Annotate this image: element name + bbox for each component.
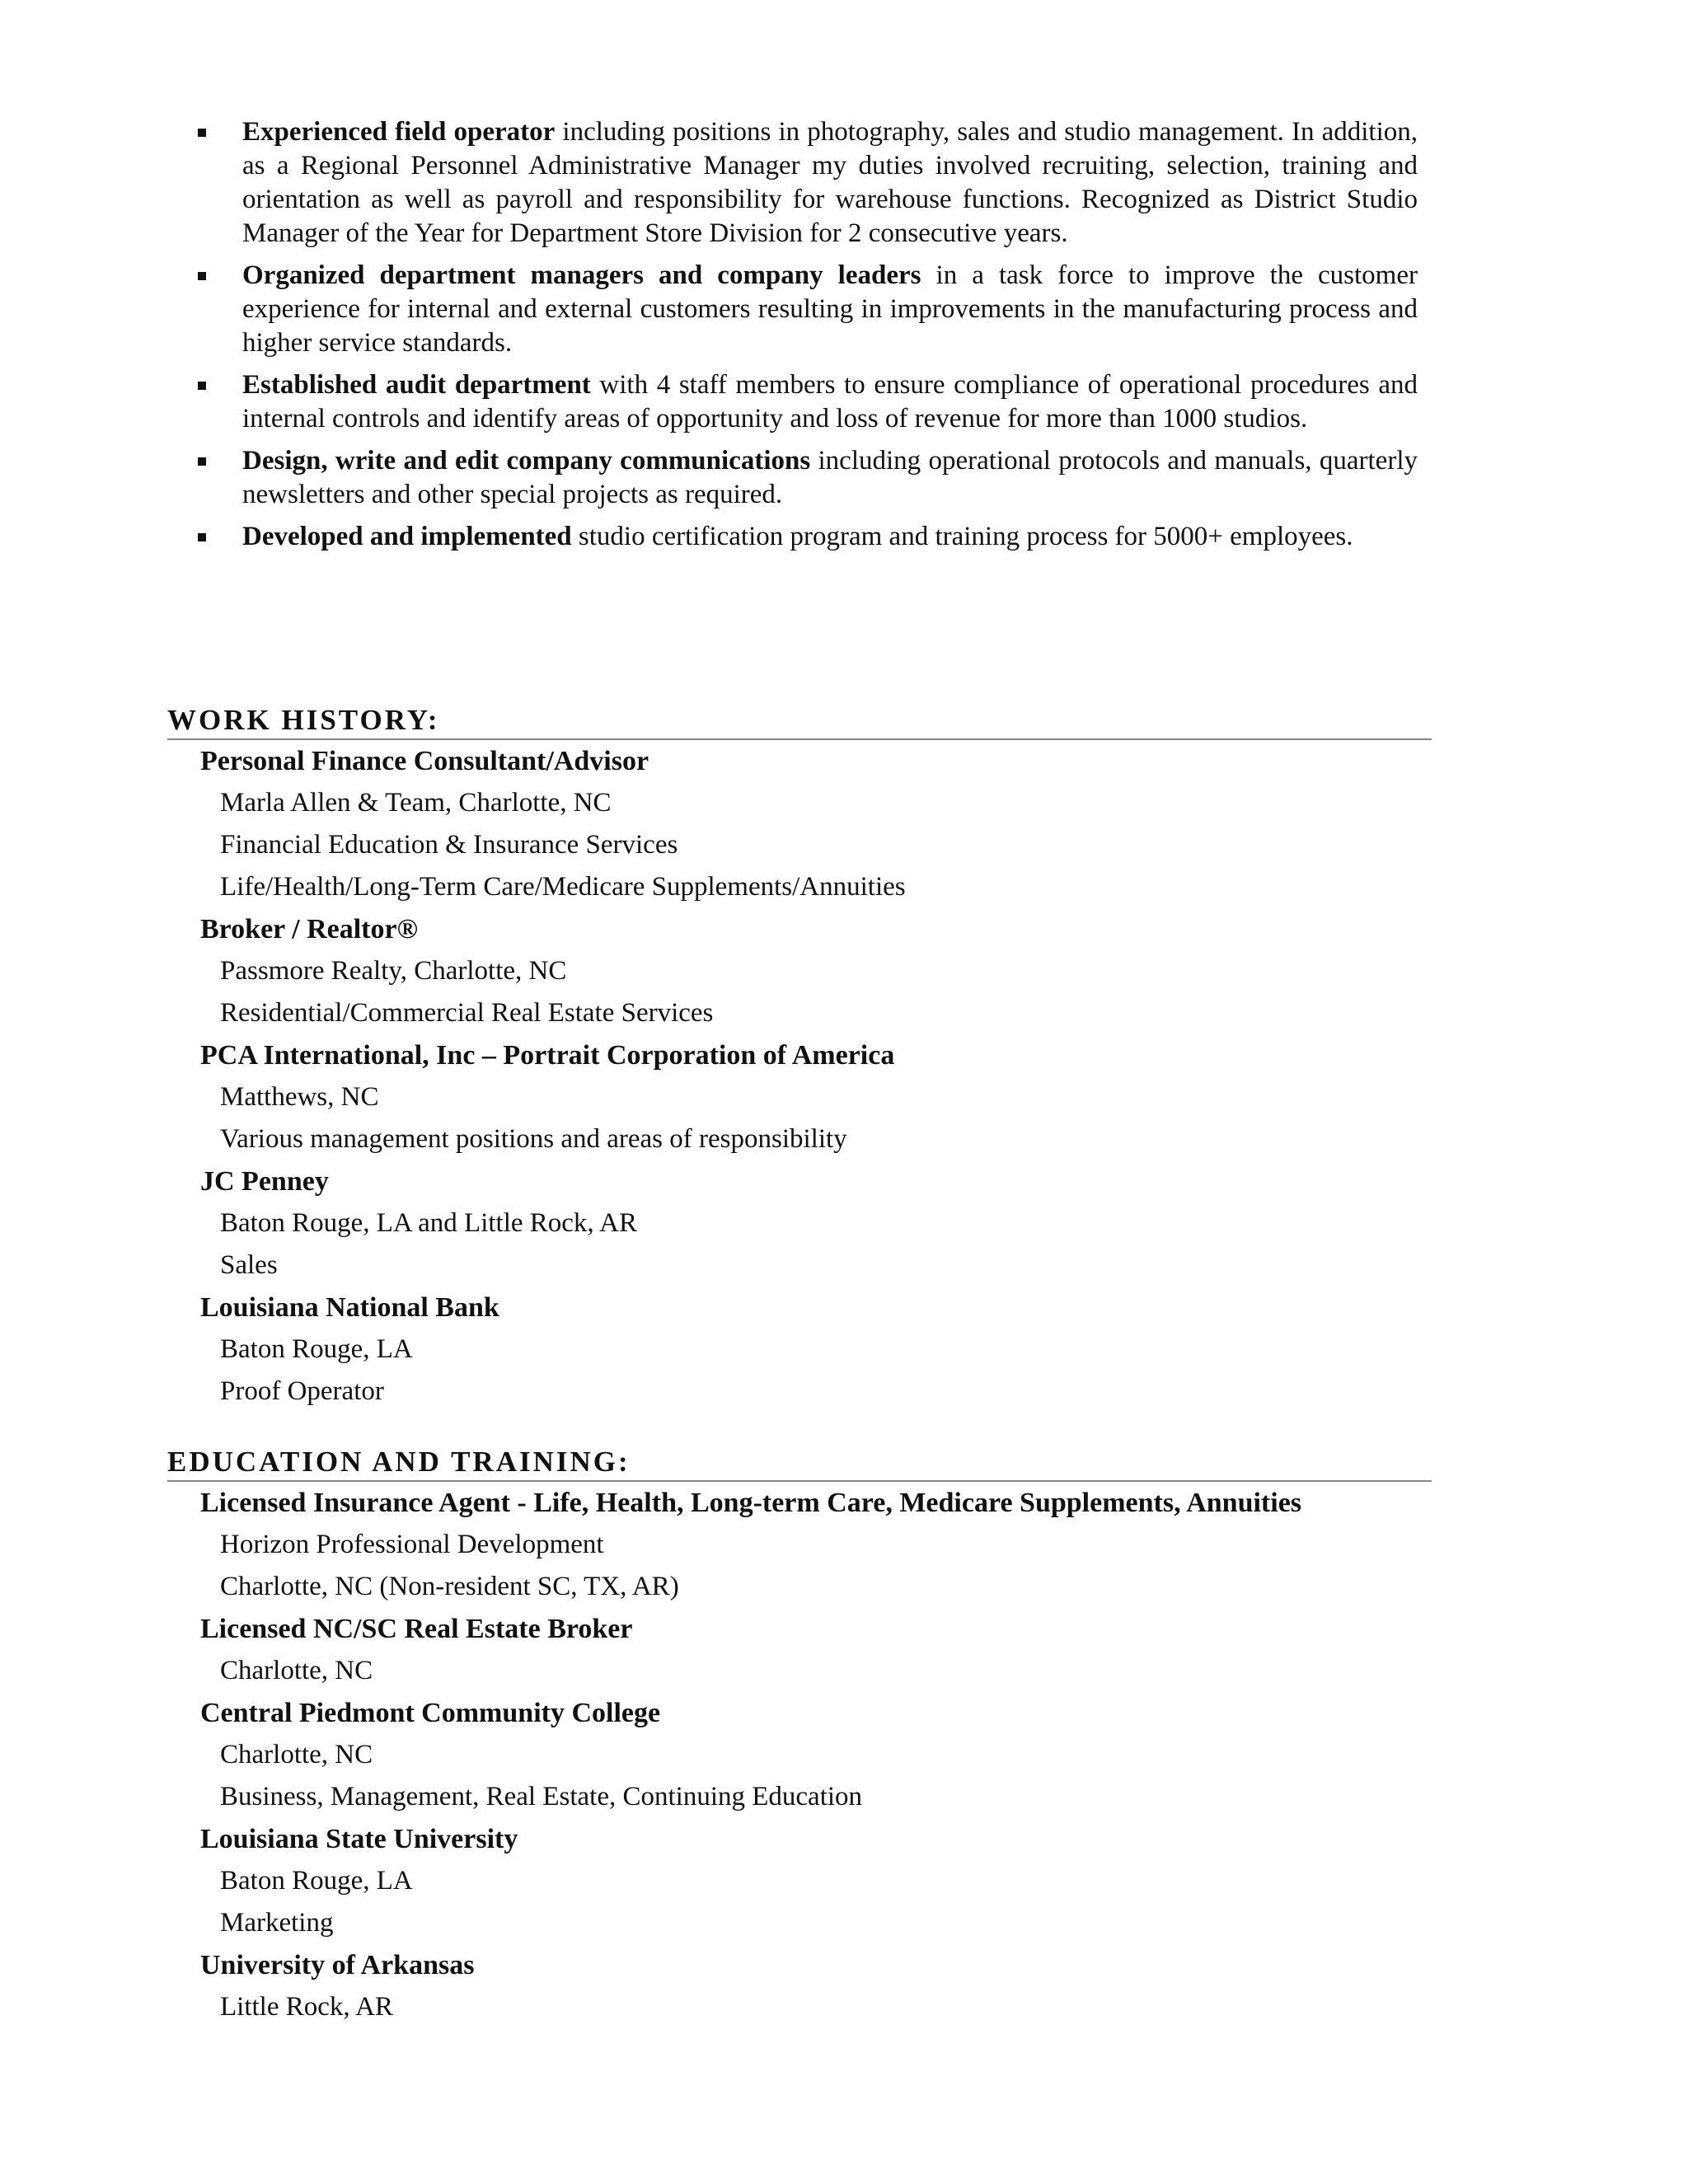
job-title: PCA International, Inc – Portrait Corporation of America (200, 1040, 895, 1071)
job-detail: Residential/Commercial Real Estate Services (220, 998, 714, 1028)
accomplishment-highlight: Established audit department (242, 370, 591, 400)
accomplishment-item (196, 259, 1418, 360)
accomplishment-item (196, 520, 1418, 554)
square-bullet-icon (198, 272, 206, 280)
job-detail: Marla Allen & Team, Charlotte, NC (220, 788, 612, 818)
accomplishment-highlight: Organized department managers and company leaders (242, 260, 921, 290)
square-bullet-icon (198, 382, 206, 390)
job-detail: Various management positions and areas of responsibility (220, 1124, 847, 1154)
education-heading: EDUCATION AND TRAINING: (167, 1444, 1432, 1482)
education-detail: Horizon Professional Development (220, 1530, 604, 1559)
square-bullet-icon (198, 129, 206, 137)
education-entry (167, 1482, 1432, 1608)
accomplishment-text: with 4 staff members to ensure compliance of operational procedures and internal controls and identify areas of opportunity and loss of revenue for more than 1000 studios. (242, 370, 1418, 434)
job-title: Louisiana National Bank (200, 1292, 499, 1323)
job-detail: Baton Rouge, LA and Little Rock, AR (220, 1208, 637, 1238)
education-detail: Business, Management, Real Estate, Continuing Education (220, 1782, 863, 1811)
education-entry (167, 1692, 1432, 1818)
education-detail: Charlotte, NC (Non-resident SC, TX, AR) (220, 1572, 679, 1601)
accomplishment-text: studio certification program and training process for 5000+ employees. (571, 522, 1353, 551)
education-entry (167, 1608, 1432, 1692)
job-detail: Passmore Realty, Charlotte, NC (220, 956, 567, 986)
work-entry (167, 1286, 1432, 1413)
accomplishment-item (196, 368, 1418, 436)
job-detail: Life/Health/Long-Term Care/Medicare Supplements/Annuities (220, 872, 906, 902)
accomplishment-highlight: Developed and implemented (242, 522, 572, 551)
accomplishment-list (196, 115, 1418, 562)
work-entry (167, 1160, 1432, 1286)
education-title: University of Arkansas (200, 1950, 475, 1980)
education-detail: Marketing (220, 1908, 334, 1938)
education-detail: Little Rock, AR (220, 1992, 393, 2022)
accomplishment-text: including positions in photography, sales and studio management. In addition, as a Regional Personnel Administrative Manager my duties involved recruiting, selection, training and orientation as well as payroll and responsibility for warehouse functions. Recognized as District Studio Manager of the Year for Department Store Division for 2 consecutive years. (242, 117, 1418, 248)
education-detail: Charlotte, NC (220, 1656, 373, 1685)
job-detail: Financial Education & Insurance Services (220, 830, 678, 860)
work-entry (167, 1034, 1432, 1160)
education-section (167, 1444, 1432, 2028)
work-entry (167, 740, 1432, 908)
education-entry (167, 1818, 1432, 1944)
education-title: Licensed Insurance Agent - Life, Health, Long-term Care, Medicare Supplements, Annuities (200, 1488, 1302, 1518)
work-entry (167, 908, 1432, 1034)
job-title: Personal Finance Consultant/Advisor (200, 746, 649, 776)
job-detail: Baton Rouge, LA (220, 1334, 413, 1364)
job-detail: Sales (220, 1250, 278, 1280)
education-entry (167, 1944, 1432, 2028)
work-history-section (167, 702, 1432, 1413)
job-title: Broker / Realtor® (200, 914, 418, 944)
education-title: Central Piedmont Community College (200, 1698, 661, 1728)
work-history-heading: WORK HISTORY: (167, 702, 1432, 740)
education-detail: Baton Rouge, LA (220, 1866, 413, 1896)
square-bullet-icon (198, 457, 206, 466)
job-title: JC Penney (200, 1166, 329, 1197)
accomplishment-text: including operational protocols and manuals, quarterly newsletters and other special projects as required. (242, 446, 1418, 509)
job-detail: Matthews, NC (220, 1082, 379, 1112)
education-detail: Charlotte, NC (220, 1740, 373, 1769)
accomplishment-highlight: Design, write and edit company communications (242, 446, 811, 476)
accomplishment-highlight: Experienced field operator (242, 117, 556, 147)
education-title: Louisiana State University (200, 1824, 518, 1854)
accomplishment-item (196, 115, 1418, 251)
accomplishment-text: in a task force to improve the customer experience for internal and external customers resulting in improvements in the manufacturing process and higher service standards. (242, 260, 1418, 358)
job-detail: Proof Operator (220, 1376, 384, 1406)
education-title: Licensed NC/SC Real Estate Broker (200, 1614, 633, 1644)
square-bullet-icon (198, 533, 206, 541)
accomplishment-item (196, 444, 1418, 512)
